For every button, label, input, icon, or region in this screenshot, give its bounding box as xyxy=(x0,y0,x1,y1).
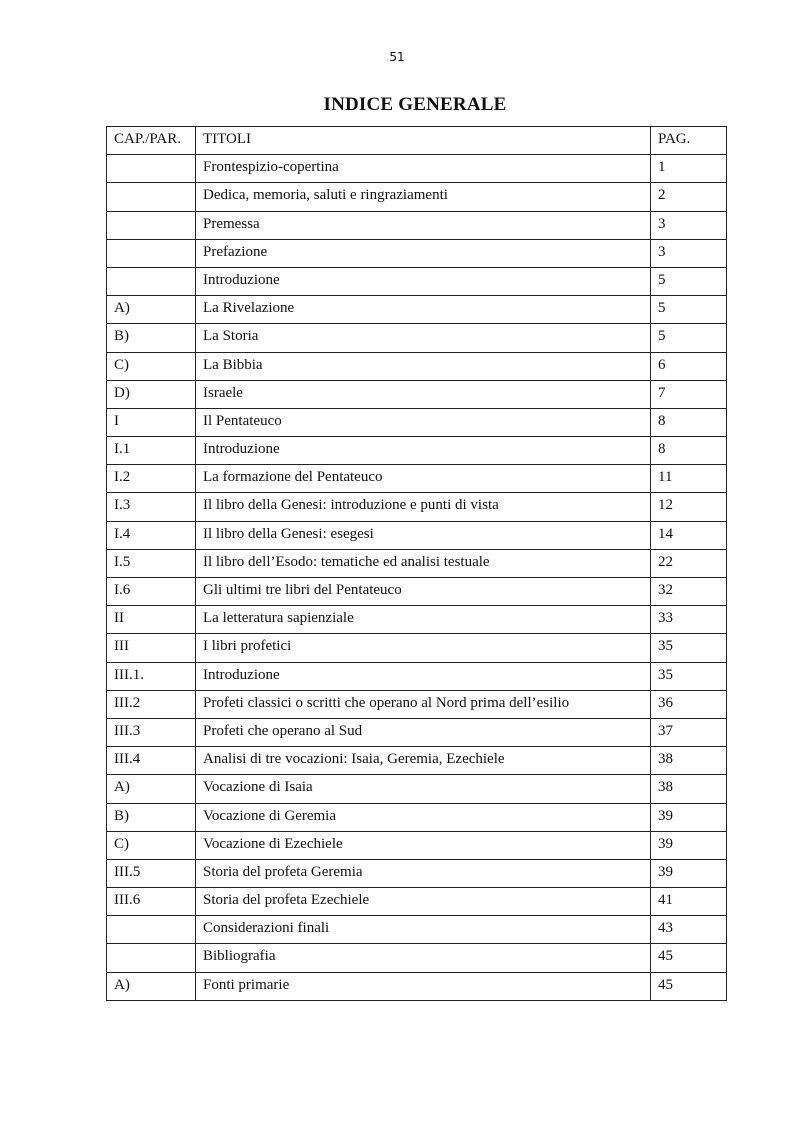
cell-titolo: Vocazione di Ezechiele xyxy=(196,831,651,859)
table-row xyxy=(107,831,727,859)
cell-cap-par: D) xyxy=(107,380,196,408)
table-row xyxy=(107,437,727,465)
table-row xyxy=(107,747,727,775)
table-row xyxy=(107,775,727,803)
cell-cap-par xyxy=(107,211,196,239)
cell-cap-par: A) xyxy=(107,775,196,803)
cell-cap-par xyxy=(107,267,196,295)
cell-pag: 36 xyxy=(651,690,727,718)
cell-cap-par: II xyxy=(107,606,196,634)
table-row xyxy=(107,944,727,972)
cell-pag: 35 xyxy=(651,662,727,690)
cell-pag: 5 xyxy=(651,324,727,352)
cell-titolo: La letteratura sapienziale xyxy=(196,606,651,634)
cell-pag: 6 xyxy=(651,352,727,380)
table-row xyxy=(107,972,727,1000)
table-row xyxy=(107,352,727,380)
cell-titolo: Profeti che operano al Sud xyxy=(196,718,651,746)
cell-cap-par: III xyxy=(107,634,196,662)
cell-pag: 43 xyxy=(651,916,727,944)
cell-titolo: Bibliografia xyxy=(196,944,651,972)
cell-titolo: Fonti primarie xyxy=(196,972,651,1000)
cell-titolo: Vocazione di Geremia xyxy=(196,803,651,831)
cell-pag: 5 xyxy=(651,267,727,295)
header-cap-par: CAP./PAR. xyxy=(107,127,196,155)
cell-titolo: I libri profetici xyxy=(196,634,651,662)
table-header-row xyxy=(107,127,727,155)
cell-cap-par xyxy=(107,183,196,211)
cell-titolo: Analisi di tre vocazioni: Isaia, Geremia, Ezechiele xyxy=(196,747,651,775)
cell-cap-par: I.6 xyxy=(107,578,196,606)
table-row xyxy=(107,662,727,690)
cell-titolo: La Bibbia xyxy=(196,352,651,380)
cell-titolo: Il Pentateuco xyxy=(196,408,651,436)
cell-titolo: Profeti classici o scritti che operano al Nord prima dell’esilio xyxy=(196,690,651,718)
table-row xyxy=(107,380,727,408)
cell-pag: 32 xyxy=(651,578,727,606)
cell-cap-par: III.4 xyxy=(107,747,196,775)
cell-titolo: Prefazione xyxy=(196,239,651,267)
cell-pag: 11 xyxy=(651,465,727,493)
cell-pag: 35 xyxy=(651,634,727,662)
table-row xyxy=(107,239,727,267)
cell-titolo: La formazione del Pentateuco xyxy=(196,465,651,493)
cell-pag: 22 xyxy=(651,549,727,577)
table-row xyxy=(107,549,727,577)
cell-titolo: Introduzione xyxy=(196,267,651,295)
header-titoli: TITOLI xyxy=(196,127,651,155)
cell-pag: 38 xyxy=(651,775,727,803)
cell-titolo: Vocazione di Isaia xyxy=(196,775,651,803)
cell-cap-par xyxy=(107,916,196,944)
cell-cap-par: A) xyxy=(107,296,196,324)
table-row xyxy=(107,183,727,211)
cell-pag: 38 xyxy=(651,747,727,775)
cell-cap-par xyxy=(107,944,196,972)
cell-titolo: Il libro della Genesi: introduzione e punti di vista xyxy=(196,493,651,521)
cell-cap-par: C) xyxy=(107,352,196,380)
cell-cap-par: I.3 xyxy=(107,493,196,521)
cell-titolo: Storia del profeta Geremia xyxy=(196,859,651,887)
cell-titolo: Premessa xyxy=(196,211,651,239)
cell-pag: 33 xyxy=(651,606,727,634)
cell-cap-par: III.1. xyxy=(107,662,196,690)
cell-titolo: Gli ultimi tre libri del Pentateuco xyxy=(196,578,651,606)
index-table xyxy=(106,126,727,1001)
cell-pag: 12 xyxy=(651,493,727,521)
cell-pag: 8 xyxy=(651,408,727,436)
cell-titolo: Israele xyxy=(196,380,651,408)
cell-cap-par: III.3 xyxy=(107,718,196,746)
cell-pag: 45 xyxy=(651,972,727,1000)
cell-pag: 2 xyxy=(651,183,727,211)
page-title: INDICE GENERALE xyxy=(323,94,507,115)
cell-cap-par: III.2 xyxy=(107,690,196,718)
cell-pag: 39 xyxy=(651,803,727,831)
table-row xyxy=(107,324,727,352)
table-row xyxy=(107,606,727,634)
cell-titolo: Introduzione xyxy=(196,662,651,690)
cell-pag: 1 xyxy=(651,155,727,183)
cell-cap-par: I.4 xyxy=(107,521,196,549)
cell-cap-par: III.5 xyxy=(107,859,196,887)
table-row xyxy=(107,916,727,944)
cell-cap-par: B) xyxy=(107,324,196,352)
cell-pag: 3 xyxy=(651,239,727,267)
cell-cap-par xyxy=(107,239,196,267)
cell-pag: 37 xyxy=(651,718,727,746)
table-row xyxy=(107,296,727,324)
cell-pag: 45 xyxy=(651,944,727,972)
cell-titolo: Dedica, memoria, saluti e ringraziamenti xyxy=(196,183,651,211)
cell-cap-par xyxy=(107,155,196,183)
table-row xyxy=(107,578,727,606)
cell-cap-par: C) xyxy=(107,831,196,859)
table-row xyxy=(107,521,727,549)
cell-pag: 41 xyxy=(651,888,727,916)
cell-cap-par: I.2 xyxy=(107,465,196,493)
table-row xyxy=(107,888,727,916)
cell-titolo: La Storia xyxy=(196,324,651,352)
cell-cap-par: I.1 xyxy=(107,437,196,465)
cell-cap-par: III.6 xyxy=(107,888,196,916)
table-row xyxy=(107,493,727,521)
table-row xyxy=(107,408,727,436)
table-row xyxy=(107,859,727,887)
cell-pag: 39 xyxy=(651,859,727,887)
cell-titolo: La Rivelazione xyxy=(196,296,651,324)
table-row xyxy=(107,155,727,183)
table-row xyxy=(107,718,727,746)
cell-pag: 5 xyxy=(651,296,727,324)
cell-titolo: Il libro dell’Esodo: tematiche ed analisi testuale xyxy=(196,549,651,577)
header-pag: PAG. xyxy=(651,127,727,155)
cell-titolo: Il libro della Genesi: esegesi xyxy=(196,521,651,549)
table-row xyxy=(107,267,727,295)
table-row xyxy=(107,465,727,493)
cell-pag: 14 xyxy=(651,521,727,549)
cell-cap-par: I xyxy=(107,408,196,436)
cell-cap-par: B) xyxy=(107,803,196,831)
cell-titolo: Frontespizio-copertina xyxy=(196,155,651,183)
cell-titolo: Storia del profeta Ezechiele xyxy=(196,888,651,916)
cell-pag: 8 xyxy=(651,437,727,465)
cell-titolo: Considerazioni finali xyxy=(196,916,651,944)
cell-titolo: Introduzione xyxy=(196,437,651,465)
table-row xyxy=(107,803,727,831)
cell-cap-par: A) xyxy=(107,972,196,1000)
page-number: 51 xyxy=(389,50,405,64)
cell-pag: 7 xyxy=(651,380,727,408)
table-row xyxy=(107,634,727,662)
cell-cap-par: I.5 xyxy=(107,549,196,577)
cell-pag: 39 xyxy=(651,831,727,859)
table-row xyxy=(107,211,727,239)
table-body xyxy=(107,155,727,1001)
table-row xyxy=(107,690,727,718)
cell-pag: 3 xyxy=(651,211,727,239)
